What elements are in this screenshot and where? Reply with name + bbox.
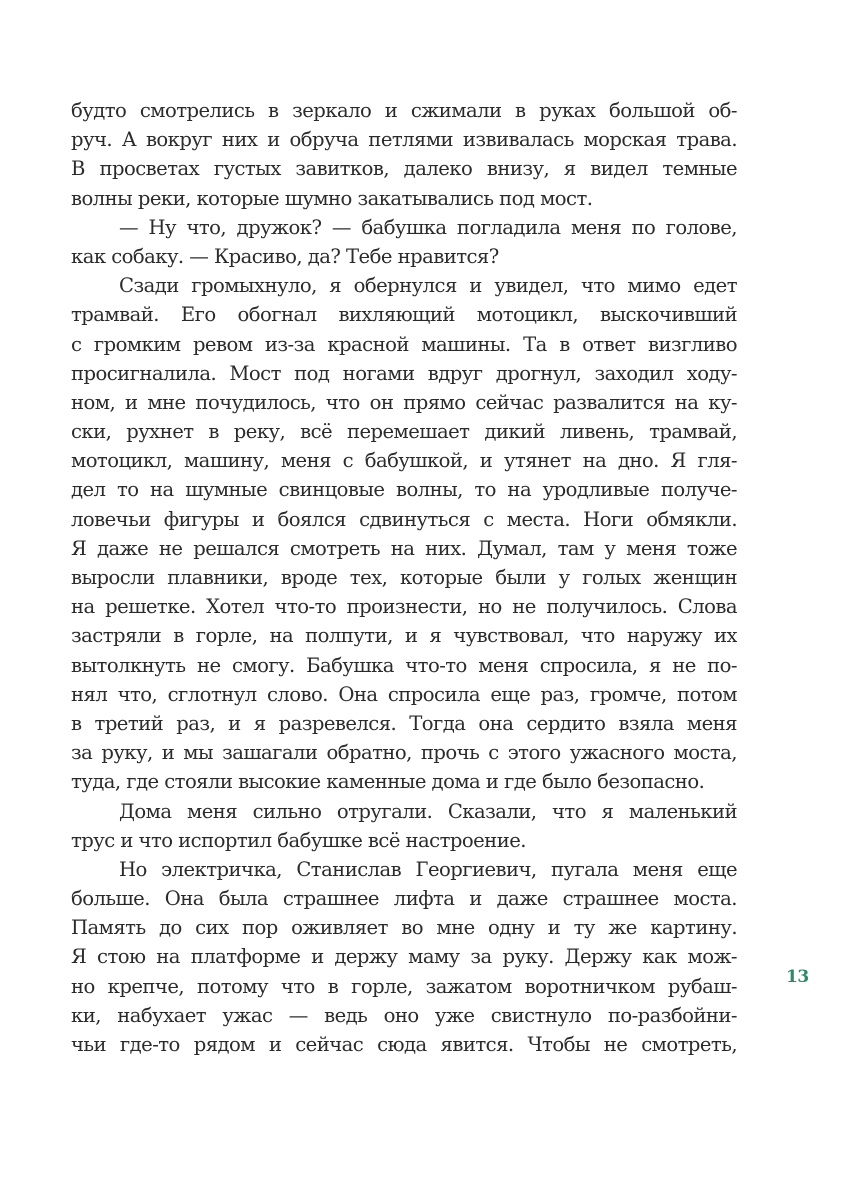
- text-line: просигналила. Мост под ногами вдруг дрогнул, заходил ходу-: [71, 361, 737, 385]
- text-line: выросли плавники, вроде тех, которые были у голых женщин: [71, 566, 737, 589]
- text-line: Я даже не решался смотреть на них. Думал, там у меня тоже: [71, 536, 737, 560]
- text-line: Я стою на платформе и держу маму за руку. Держу как мож-: [71, 945, 737, 969]
- text-line: трамвай. Его обогнал вихляющий мотоцикл, выскочивший: [71, 303, 737, 327]
- text-line: с громким ревом из-за красной машины. Та в ответ визгливо: [71, 332, 737, 356]
- text-line: в третий раз, и я разревелся. Тогда она сердито взяла меня: [71, 711, 737, 735]
- page-number: 13: [786, 967, 809, 987]
- text-line: ски, рухнет в реку, всё перемешает дикий ливень, трамвай,: [71, 420, 737, 444]
- text-line: Сзади громыхнуло, я обернулся и увидел, что мимо едет: [119, 274, 737, 298]
- text-line: за руку, и мы зашагали обратно, прочь с этого ужасного моста,: [71, 741, 737, 765]
- text-line: туда, где стояли высокие каменные дома и где было безопасно.: [71, 770, 705, 794]
- text-line: ном, и мне почудилось, что он прямо сейчас развалится на ку-: [71, 390, 737, 414]
- text-line: ки, набухает ужас — ведь оно уже свистнуло по-разбойни-: [71, 1003, 737, 1027]
- text-line: ловечьи фигуры и боялся сдвинуться с места. Ноги обмякли.: [71, 507, 737, 531]
- text-line: на решетке. Хотел что-то произнести, но не получилось. Слова: [71, 595, 737, 619]
- text-line: — Ну что, дружок? — бабушка погладила меня по голове,: [119, 215, 737, 239]
- text-line: трус и что испортил бабушке всё настроение.: [71, 828, 526, 852]
- text-line: нял что, сглотнул слово. Она спросила еще раз, громче, потом: [71, 682, 737, 706]
- text-line: но крепче, потому что в горле, зажатом воротничком рубаш-: [71, 974, 737, 998]
- text-line: волны реки, которые шумно закатывались под мост.: [71, 186, 593, 210]
- text-line: Но электричка, Станислав Георгиевич, пугала меня еще: [119, 857, 737, 881]
- text-line: мотоцикл, машину, меня с бабушкой, и утянет на дно. Я гля-: [71, 449, 737, 473]
- text-line: дел то на шумные свинцовые волны, то на уродливые получе-: [71, 478, 737, 502]
- text-line: вытолкнуть не смогу. Бабушка что-то меня спросила, я не по-: [71, 653, 737, 677]
- text-line: Память до сих пор оживляет во мне одну и ту же картину.: [71, 916, 737, 940]
- text-line: застряли в горле, на полпути, и я чувствовал, что наружу их: [71, 624, 737, 648]
- body-text: [71, 96, 737, 1059]
- text-line: как собаку. — Красиво, да? Тебе нравится?: [71, 244, 499, 268]
- text-line: Дома меня сильно отругали. Сказали, что я маленький: [119, 799, 737, 823]
- text-line: больше. Она была страшнее лифта и даже страшнее моста.: [71, 887, 737, 911]
- text-line: будто смотрелись в зеркало и сжимали в руках большой об-: [71, 99, 737, 122]
- text-line: чьи где-то рядом и сейчас сюда явится. Чтобы не смотреть,: [71, 1033, 737, 1056]
- text-line: руч. А вокруг них и обруча петлями извивалась морская трава.: [71, 128, 737, 152]
- text-line: В просветах густых завитков, далеко внизу, я видел темные: [71, 157, 737, 181]
